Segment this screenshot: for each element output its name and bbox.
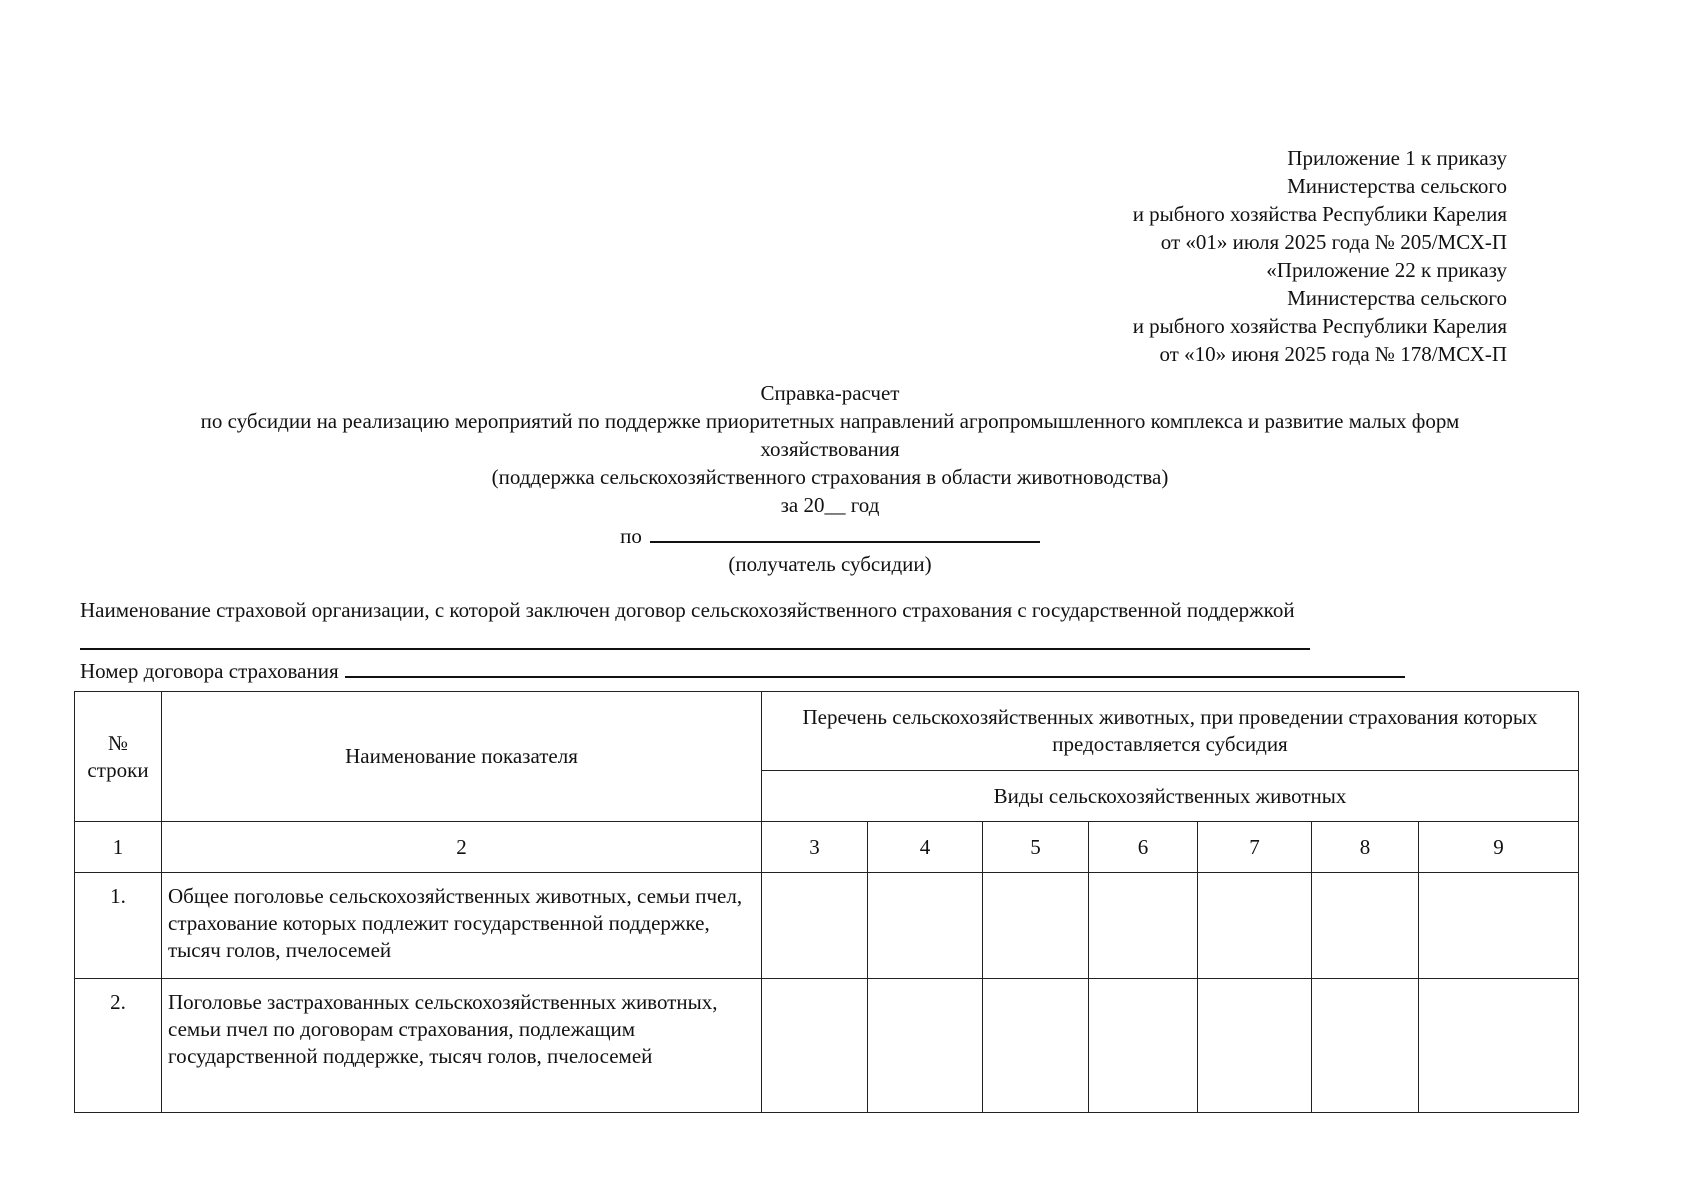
document-title (70, 379, 1590, 578)
column-number: 1 (75, 822, 162, 873)
row-number: 2. (75, 979, 162, 1113)
value-cell[interactable] (1419, 873, 1579, 979)
title-line: по субсидии на реализацию мероприятий по поддержке приоритетных направлений агропромышленного комплекса и развитие малых форм (200, 409, 1460, 433)
recipient-field[interactable] (650, 519, 1040, 543)
appendix-line: и рыбного хозяйства Республики Карелия (1132, 202, 1507, 226)
column-number: 9 (1419, 822, 1579, 873)
value-cell[interactable] (1089, 873, 1198, 979)
value-cell[interactable] (1089, 979, 1198, 1113)
contract-number-field[interactable] (345, 654, 1405, 678)
header-indicator-name: Наименование показателя (162, 692, 762, 822)
value-cell[interactable] (1419, 979, 1579, 1113)
value-cell[interactable] (983, 873, 1089, 979)
recipient-prefix: по (620, 524, 642, 548)
row-indicator: Поголовье застрахованных сельскохозяйственных животных, семьи пчел по договорам страхования, подлежащим государственной поддержке, тысяч голов, пчелосемей (162, 979, 762, 1113)
insurer-field[interactable] (80, 648, 1310, 650)
table-row (75, 873, 1579, 979)
value-cell[interactable] (762, 979, 868, 1113)
title-heading: Справка-расчет (760, 381, 900, 405)
column-number: 6 (1089, 822, 1198, 873)
value-cell[interactable] (1312, 873, 1419, 979)
row-indicator: Общее поголовье сельскохозяйственных животных, семьи пчел, страхование которых подлежит государственной поддержке, тысяч голов, пчелосемей (162, 873, 762, 979)
recipient-row (70, 519, 1590, 550)
value-cell[interactable] (1312, 979, 1419, 1113)
title-line: (поддержка сельскохозяйственного страхования в области животноводства) (491, 465, 1169, 489)
insurer-label: Наименование страховой организации, с которой заключен договор сельскохозяйственного страхования с государственной поддержкой (80, 598, 1295, 622)
appendix-line: Министерства сельского (1287, 286, 1507, 310)
column-number: 4 (868, 822, 983, 873)
column-number: 5 (983, 822, 1089, 873)
recipient-caption: (получатель субсидии) (728, 552, 932, 576)
header-row-number: № строки (75, 692, 162, 822)
appendix-line: Приложение 1 к приказу (1287, 146, 1507, 170)
appendix-block (1133, 144, 1507, 368)
column-number: 3 (762, 822, 868, 873)
value-cell[interactable] (983, 979, 1089, 1113)
column-number: 2 (162, 822, 762, 873)
value-cell[interactable] (868, 873, 983, 979)
value-cell[interactable] (1198, 979, 1312, 1113)
table-row (75, 979, 1579, 1113)
contract-row (80, 654, 1405, 685)
appendix-line: и рыбного хозяйства Республики Карелия (1132, 314, 1507, 338)
row-number: 1. (75, 873, 162, 979)
appendix-line: от «10» июня 2025 года № 178/МСХ-П (1159, 342, 1507, 366)
title-period: за 20__ год (780, 493, 880, 517)
column-number: 8 (1312, 822, 1419, 873)
value-cell[interactable] (1198, 873, 1312, 979)
value-cell[interactable] (762, 873, 868, 979)
appendix-line: от «01» июля 2025 года № 205/МСХ-П (1160, 230, 1507, 254)
title-line: хозяйствования (760, 437, 900, 461)
column-number: 7 (1198, 822, 1312, 873)
appendix-line: «Приложение 22 к приказу (1266, 258, 1507, 282)
value-cell[interactable] (868, 979, 983, 1113)
calculation-table (74, 691, 1579, 1113)
contract-label: Номер договора страхования (80, 659, 339, 683)
header-animal-list: Перечень сельскохозяйственных животных, при проведении страхования которых предоставляется субсидия (762, 692, 1579, 771)
header-animal-types: Виды сельскохозяйственных животных (762, 771, 1579, 822)
appendix-line: Министерства сельского (1287, 174, 1507, 198)
column-number-row (75, 822, 1579, 873)
